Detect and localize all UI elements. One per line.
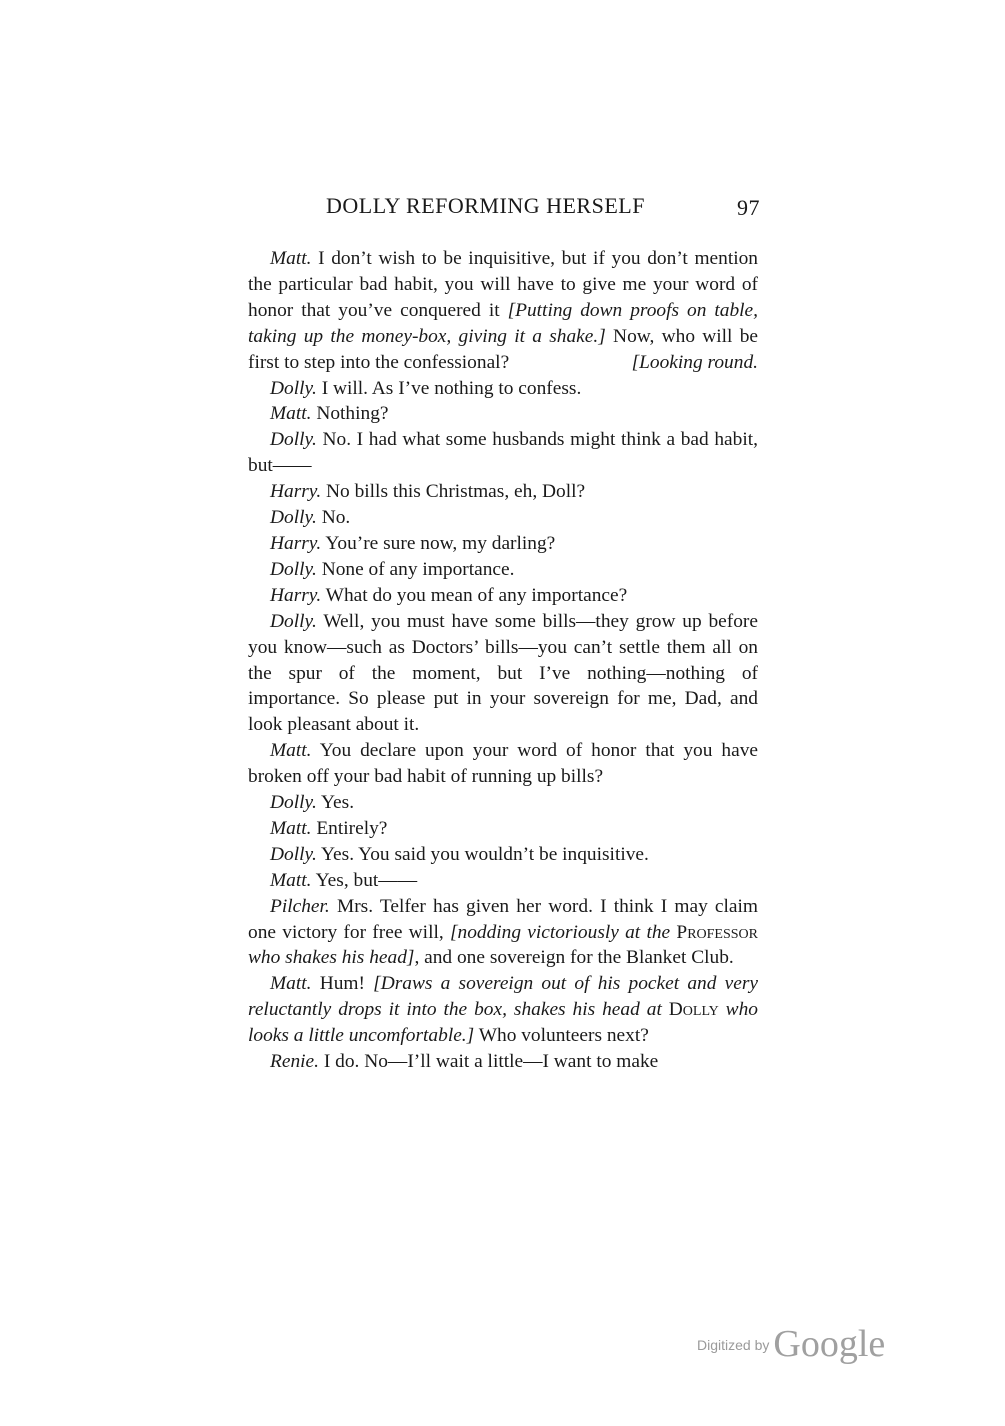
page-title: DOLLY REFORMING HERSELF [326, 193, 645, 218]
dialogue-paragraph [248, 816, 758, 842]
watermark-prefix: Digitized by [697, 1337, 770, 1353]
speaker-name: Dolly. [270, 558, 317, 580]
speaker-name: Matt. [270, 973, 312, 995]
dialogue-line: No. I had what some husbands might think a bad habit, but—— [248, 429, 758, 477]
dialogue-paragraph [248, 246, 758, 376]
dialogue-line: Hum! [311, 973, 374, 995]
dialogue-paragraph [248, 971, 758, 1049]
speaker-name: Matt. [270, 248, 312, 269]
dialogue-paragraph [248, 1049, 758, 1075]
speaker-name: Dolly. [270, 429, 317, 451]
dialogue-line: I will. As I’ve nothing to confess. [316, 377, 582, 399]
speaker-name: Dolly. [270, 792, 317, 814]
speaker-name: Harry. [270, 532, 322, 554]
dialogue-paragraph [248, 583, 758, 609]
google-logo: Google [773, 1323, 886, 1365]
dialogue-line: Mrs. Telfer has given her word. I think I may claim one victory for free will, [248, 895, 758, 943]
dialogue-paragraph [248, 842, 758, 868]
stage-direction: [Looking round. [631, 351, 758, 373]
dialogue-line: No. [316, 507, 351, 529]
dialogue-line: None of any importance. [316, 558, 515, 580]
dialogue-paragraph [248, 479, 758, 505]
dialogue-line: Entirely? [311, 817, 388, 839]
dialogue-paragraph [248, 894, 758, 972]
stage-direction: [Putting down proofs on table, taking up the money-box, giving it a shake.] [248, 299, 758, 347]
dialogue-line: Yes. You said you wouldn’t be inquisitive. [316, 843, 649, 865]
dialogue-line: Yes, but—— [311, 869, 418, 891]
speaker-name: Dolly. [270, 610, 317, 632]
dialogue-line: Well, you must have some bills—they grow up before you know—such as Doctors’ bills—you can’t settle them all on the spur of the moment, but I’ve nothing—nothing of importance. So please put in your sovereign for me, Dad, and look pleasant about it. [248, 610, 758, 736]
dialogue-paragraph [248, 376, 758, 402]
speaker-name: Dolly. [270, 843, 317, 865]
page-number: 97 [737, 195, 760, 220]
dialogue-paragraph [248, 738, 758, 790]
dialogue-paragraph [248, 427, 758, 479]
speaker-name: Matt. [270, 817, 312, 839]
speaker-name: Dolly. [270, 377, 317, 399]
stage-direction: who looks a little uncomfortable.] [248, 999, 759, 1047]
speaker-name: Matt. [270, 740, 312, 762]
speaker-name: Pilcher. [270, 895, 330, 917]
stage-direction: [Draws a sovereign out of his pocket and very reluctantly drops it into the box, shakes his head at [248, 973, 759, 1021]
dialogue-paragraph [248, 557, 758, 583]
dialogue-paragraph [248, 790, 758, 816]
dialogue-paragraph [248, 531, 758, 557]
body-text [248, 246, 758, 1075]
dialogue-line: I do. No—I’ll wait a little—I want to make [319, 1051, 659, 1073]
character-name: Dolly [668, 999, 719, 1021]
character-name: Professor [676, 921, 758, 943]
dialogue-paragraph [248, 505, 758, 531]
stage-direction: [nodding victoriously at the [449, 921, 677, 943]
dialogue-paragraph [248, 868, 758, 894]
dialogue-line: Who volunteers next? [474, 1025, 649, 1047]
speaker-name: Dolly. [270, 507, 317, 529]
speaker-name: Harry. [270, 481, 322, 503]
dialogue-line: Now, who will be first to step into the confessional? [248, 325, 759, 373]
digitized-watermark [697, 1322, 885, 1366]
stage-direction: who shakes his head] [248, 947, 415, 969]
dialogue-line: No bills this Christmas, eh, Doll? [321, 481, 586, 503]
dialogue-line: You declare upon your word of honor that you have broken off your bad habit of running up bills? [248, 740, 758, 788]
dialogue-paragraph [248, 609, 758, 739]
speaker-name: Matt. [270, 869, 312, 891]
dialogue-line: Nothing? [311, 403, 389, 425]
running-head [248, 193, 760, 223]
dialogue-paragraph [248, 401, 758, 427]
dialogue-line: , and one sovereign for the Blanket Club. [414, 947, 734, 969]
speaker-name: Matt. [270, 403, 312, 425]
dialogue-line: What do you mean of any importance? [321, 584, 628, 606]
speaker-name: Renie. [270, 1051, 319, 1073]
speaker-name: Harry. [270, 584, 322, 606]
dialogue-line: You’re sure now, my darling? [321, 532, 556, 554]
dialogue-line: Yes. [316, 792, 355, 814]
dialogue-line: I don’t wish to be inquisitive, but if you don’t mention the particular bad habit, you will have to give me your word of honor that you’ve conquered it [248, 248, 758, 321]
